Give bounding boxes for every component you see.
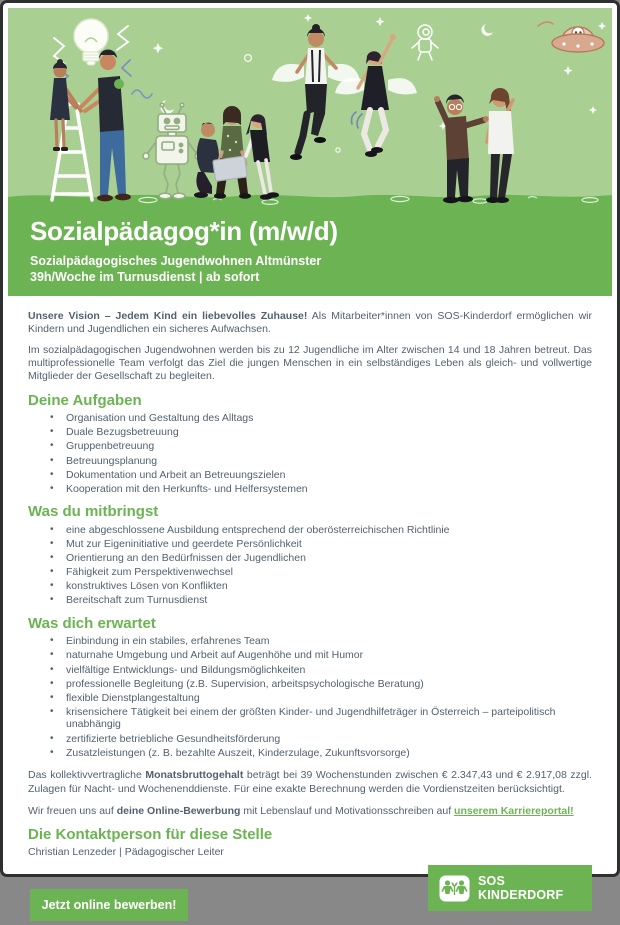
page-title: Sozialpädagog*in (m/w/d) bbox=[30, 216, 338, 246]
vision-statement: Unsere Vision – Jedem Kind ein liebevolles Zuhause! bbox=[28, 310, 308, 323]
apply-now-button[interactable]: Jetzt online bewerben! bbox=[30, 889, 188, 921]
salary-text-rest: beträgt bei 39 Wochenstunden zwischen € 2.347,43 und € 2.917,08 zzgl. Zulagen für Nacht- und Wochenenddienste. Für eine exakte Berechnung werden die Vordienstzeiten berücksichtigt. bbox=[28, 769, 592, 795]
salary-text: Das kollektivvertragliche bbox=[28, 769, 146, 782]
intro-text: Als Mitarbeiter*innen von SOS-Kinderdorf ermöglichen wir Kindern und Jugendlichen ein sicheres Aufwachsen. bbox=[28, 310, 592, 336]
list-item: • Dokumentation und Arbeit an Betreuungszielen bbox=[28, 469, 592, 482]
sos-kinderdorf-logo bbox=[428, 865, 592, 911]
list-item: • flexible Dienstplangestaltung bbox=[28, 692, 592, 705]
list-item: • Kooperation mit den Herkunfts- und Helfersystemen bbox=[28, 483, 592, 496]
salary-paragraph bbox=[28, 769, 592, 796]
list-item: • Organisation und Gestaltung des Alltags bbox=[28, 412, 592, 425]
list-item: • Zusatzleistungen (z. B. bezahlte Auszeit, Kinderzulage, Zukunftsvorsorge) bbox=[28, 747, 592, 760]
aufgaben-list bbox=[28, 412, 592, 495]
list-item: • Duale Bezugsbetreuung bbox=[28, 426, 592, 439]
job-location: Sozialpädagogisches Jugendwohnen Altmünster bbox=[30, 253, 322, 268]
logo-line1: SOS bbox=[478, 874, 505, 889]
section-heading-aufgaben: Deine Aufgaben bbox=[28, 391, 142, 409]
list-item: • Fähigkeit zum Perspektivenwechsel bbox=[28, 566, 592, 579]
list-item: • Betreuungsplanung bbox=[28, 455, 592, 468]
section-heading-mitbringst: Was du mitbringst bbox=[28, 503, 159, 521]
list-item: • Mut zur Eigeninitiative und geerdete Persönlichkeit bbox=[28, 538, 592, 551]
list-item: • Gruppenbetreuung bbox=[28, 440, 592, 453]
career-portal-link[interactable]: unserem Karriereportal! bbox=[454, 804, 574, 817]
list-item: • eine abgeschlossene Ausbildung entsprechend der oberösterreichischen Richtlinie bbox=[28, 524, 592, 537]
list-item: • naturnahe Umgebung und Arbeit auf Augenhöhe und mit Humor bbox=[28, 649, 592, 662]
mitbringst-list bbox=[28, 524, 592, 607]
header-illustration-svg bbox=[8, 8, 612, 205]
header-illustration bbox=[8, 8, 612, 205]
intro-paragraph-1 bbox=[28, 310, 592, 337]
list-item: • professionelle Begleitung (z.B. Supervision, arbeitspsychologische Beratung) bbox=[28, 678, 592, 691]
footer bbox=[28, 867, 592, 925]
intro-paragraph-2: Im sozialpädagogischen Jugendwohnen werden bis zu 12 Jugendliche im Alter zwischen 14 und 18 Jahren betreut. Das multiprofessionelle Team verfolgt das Ziel die jungen Menschen in ein selbständiges Leben als gleich- und vollwertige Mitglieder der Gesellschaft zu begleiten. bbox=[28, 343, 592, 383]
apply-bold: deine Online-Bewerbung bbox=[116, 804, 241, 817]
apply-text: Wir freuen uns auf bbox=[28, 804, 117, 817]
section-heading-erwartet: Was dich erwartet bbox=[28, 614, 156, 632]
sos-logo-icon bbox=[439, 875, 470, 902]
list-item: • Einbindung in ein stabiles, erfahrenes Team bbox=[28, 635, 592, 648]
list-item: • konstruktives Lösen von Konflikten bbox=[28, 580, 592, 593]
logo-text bbox=[478, 874, 563, 902]
salary-bold: Monatsbruttogehalt bbox=[145, 769, 244, 782]
list-item: • zertifizierte betriebliche Gesundheitsförderung bbox=[28, 733, 592, 746]
job-description bbox=[8, 296, 612, 925]
list-item: • Orientierung an den Bedürfnissen der Jugendlichen bbox=[28, 552, 592, 565]
list-item: • vielfältige Entwicklungs- und Bildungsmöglichkeiten bbox=[28, 664, 592, 677]
list-item: • Bereitschaft zum Turnusdienst bbox=[28, 594, 592, 607]
contact-heading: Die Kontaktperson für diese Stelle bbox=[28, 826, 273, 844]
logo-line2: KINDERDORF bbox=[478, 888, 564, 903]
apply-text-middle: mit Lebenslauf und Motivationsschreiben auf bbox=[240, 804, 455, 817]
job-hours: 39h/Woche im Turnusdienst | ab sofort bbox=[30, 269, 260, 284]
content bbox=[8, 8, 612, 925]
erwartet-list bbox=[28, 635, 592, 759]
apply-paragraph bbox=[28, 805, 592, 818]
title-bar bbox=[8, 205, 612, 296]
contact-person: Christian Lenzeder | Pädagogischer Leiter bbox=[28, 845, 224, 858]
list-item: • krisensichere Tätigkeit bei einem der größten Kinder- und Jugendhilfeträger in Österreich – parteipolitisch unabhängig bbox=[28, 706, 592, 731]
